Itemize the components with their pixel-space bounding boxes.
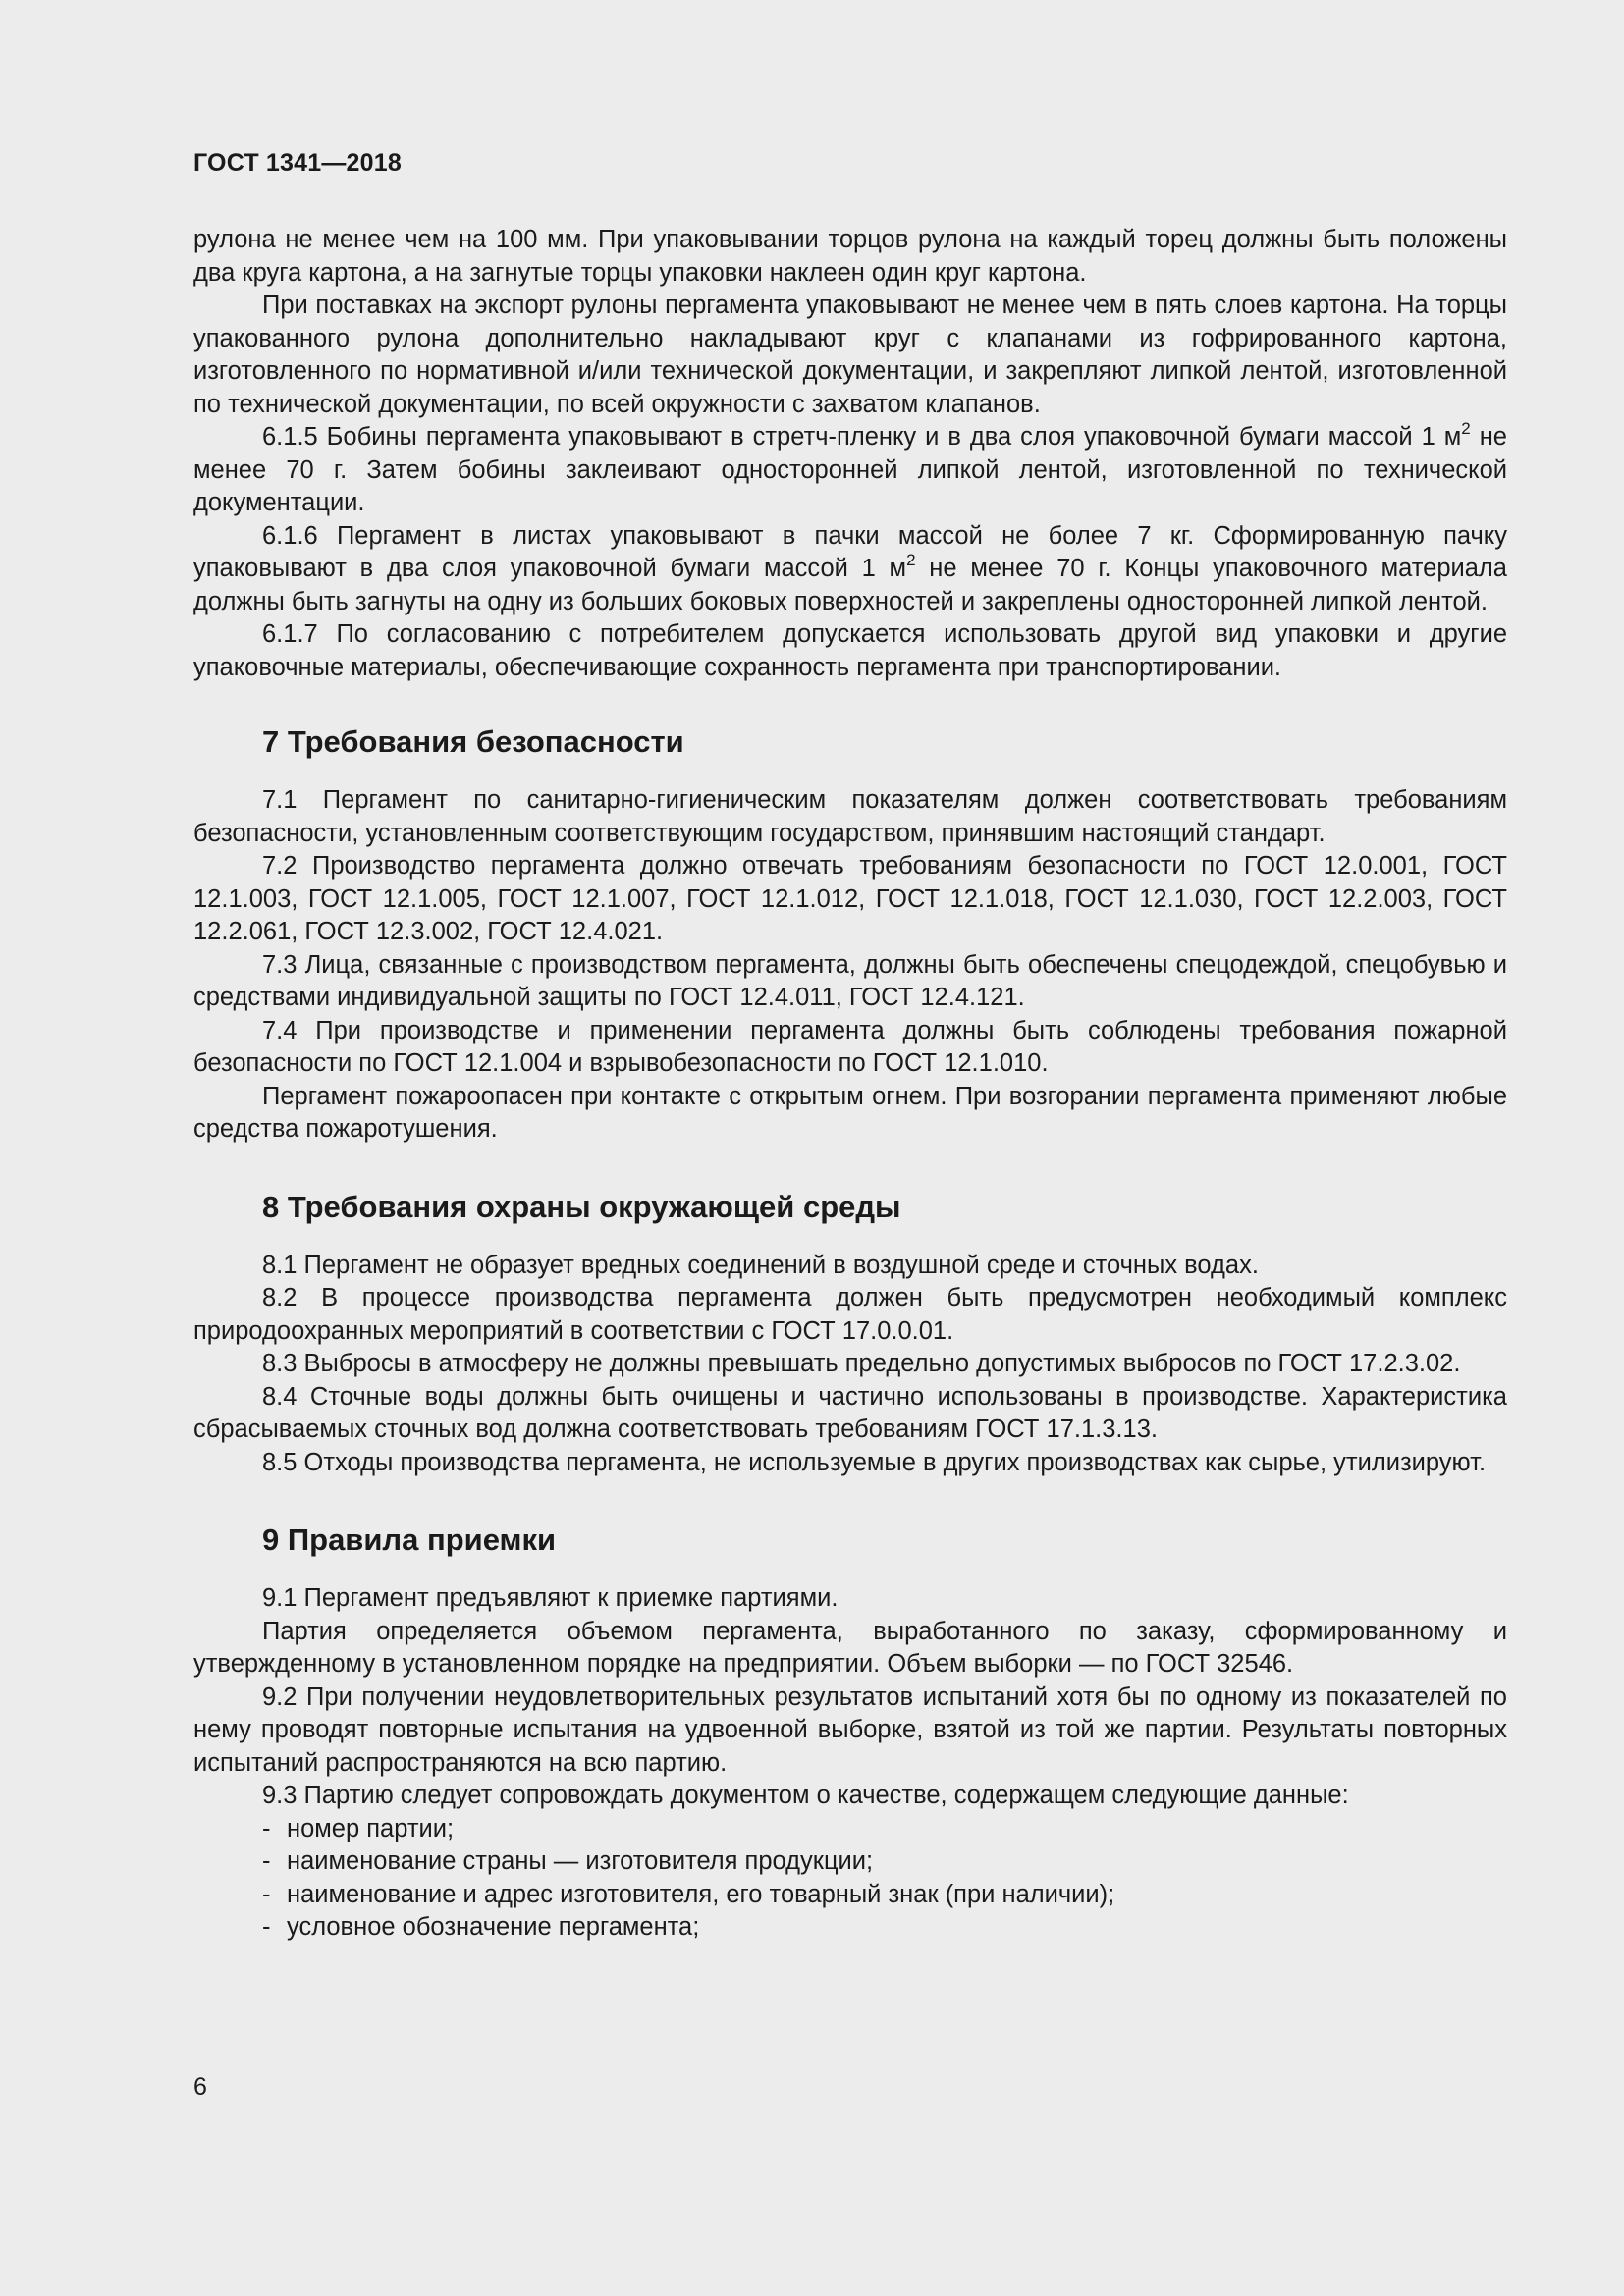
paragraph-8-5: 8.5 Отходы производства пергамента, не используемые в других производствах как сырье, утилизируют. xyxy=(262,1448,1487,1476)
paragraph-6-1-5 xyxy=(193,421,1507,520)
list-dash: - xyxy=(262,1913,271,1941)
list-item-text: наименование страны — изготовителя продукции; xyxy=(287,1847,874,1875)
list-item xyxy=(193,1911,1507,1945)
paragraph-continuation: рулона не менее чем на 100 мм. При упаковывании торцов рулона на каждый торец должны быть положены два круга картона, а на загнутые торцы упаковки наклеен один круг картона. xyxy=(193,226,1507,287)
list-item xyxy=(193,1845,1507,1879)
list-dash: - xyxy=(262,1847,271,1875)
paragraph-8-2: 8.2 В процессе производства пергамента должен быть предусмотрен необходимый комплекс природоохранных мероприятий в соответствии с ГОСТ 17.0.0.01. xyxy=(193,1284,1507,1345)
list-item xyxy=(193,1879,1507,1912)
paragraph-9-2: 9.2 При получении неудовлетворительных результатов испытаний хотя бы по одному из показателей по нему проводят повторные испытания на удвоенной выборке, взятой из той же партии. Результаты повторных испытаний распространяются на всю партию. xyxy=(193,1682,1507,1777)
paragraph-9-3: 9.3 Партию следует сопровождать документом о качестве, содержащем следующие данные: xyxy=(262,1782,1349,1809)
paragraph-9-batch: Партия определяется объемом пергамента, выработанного по заказу, сформированному и утвержденному в установленном порядке на предприятии. Объем выборки — по ГОСТ 32546. xyxy=(193,1617,1507,1678)
list-item-text: наименование и адрес изготовителя, его товарный знак (при наличии); xyxy=(287,1880,1115,1908)
paragraph-6-1-6 xyxy=(193,520,1507,619)
document-body xyxy=(193,224,1507,1945)
paragraph-6-1-7: 6.1.7 По согласованию с потребителем допускается использовать другой вид упаковки и другие упаковочные материалы, обеспечивающие сохранность пергамента при транспортировании. xyxy=(193,620,1507,681)
section-9-heading: 9 Правила приемки xyxy=(262,1522,557,1557)
superscript-square: 2 xyxy=(1461,419,1471,438)
document-header: ГОСТ 1341—2018 xyxy=(193,149,402,177)
paragraph-6-1-5-part-a: 6.1.5 Бобины пергамента упаковывают в стретч-пленку и в два слоя упаковочной бумаги массой 1 м xyxy=(262,423,1462,451)
superscript-square: 2 xyxy=(906,551,916,569)
paragraph-7-2: 7.2 Производство пергамента должно отвечать требованиям безопасности по ГОСТ 12.0.001, ГОСТ 12.1.003, ГОСТ 12.1.005, ГОСТ 12.1.007, ГОСТ 12.1.012, ГОСТ 12.1.018, ГОСТ 12.1.030, ГОСТ 12.2.003, ГОСТ 12.2.061, ГОСТ 12.3.002, ГОСТ 12.4.021. xyxy=(193,852,1507,945)
list-item xyxy=(193,1813,1507,1846)
paragraph-7-1: 7.1 Пергамент по санитарно-гигиеническим показателям должен соответствовать требованиям безопасности, установленным соответствующим государством, принявшим настоящий стандарт. xyxy=(193,786,1507,847)
paragraph-8-1: 8.1 Пергамент не образует вредных соединений в воздушной среде и сточных водах. xyxy=(262,1251,1259,1279)
paragraph-6-1-6-part-b: не менее 70 г. Концы упаковочного материала должны быть загнуты на одну из больших боковых поверхностей и закреплены односторонней липкой лентой. xyxy=(193,555,1507,615)
paragraph-8-3: 8.3 Выбросы в атмосферу не должны превышать предельно допустимых выбросов по ГОСТ 17.2.3.02. xyxy=(262,1350,1461,1377)
paragraph-7-4: 7.4 При производстве и применении пергамента должны быть соблюдены требования пожарной безопасности по ГОСТ 12.1.004 и взрывобезопасности по ГОСТ 12.1.010. xyxy=(193,1016,1507,1077)
list-item-text: номер партии; xyxy=(287,1814,455,1842)
section-8-heading: 8 Требования охраны окружающей среды xyxy=(262,1189,901,1224)
page-number: 6 xyxy=(193,2073,207,2101)
paragraph-7-fire: Пергамент пожароопасен при контакте с открытым огнем. При возгорании пергамента применяют любые средства пожаротушения. xyxy=(193,1082,1507,1143)
list-dash: - xyxy=(262,1814,271,1842)
paragraph-6-1-5-part-b: не менее 70 г. Затем бобины заклеивают односторонней липкой лентой, изготовленной по технической документации. xyxy=(193,423,1507,516)
section-7-heading: 7 Требования безопасности xyxy=(262,724,684,759)
list-dash: - xyxy=(262,1880,271,1908)
paragraph-9-1: 9.1 Пергамент предъявляют к приемке партиями. xyxy=(262,1584,839,1612)
paragraph-8-4: 8.4 Сточные воды должны быть очищены и частично использованы в производстве. Характеристика сбрасываемых сточных вод должна соответствовать требованиям ГОСТ 17.1.3.13. xyxy=(193,1382,1507,1443)
paragraph-export-packaging: При поставках на экспорт рулоны пергамента упаковывают не менее чем в пять слоев картона. На торцы упакованного рулона дополнительно накладывают круг с клапанами из гофрированного картона, изготовленного по нормативной и/или технической документации, и закрепляют липкой лентой, изготовленной по технической документации, по всей окружности с захватом клапанов. xyxy=(193,292,1507,418)
paragraph-6-1-6-part-a: 6.1.6 Пергамент в листах упаковывают в пачки массой не более 7 кг. Сформированную пачку упаковывают в два слоя упаковочной бумаги массой 1 м xyxy=(193,521,1507,582)
paragraph-7-3: 7.3 Лица, связанные с производством пергамента, должны быть обеспечены спецодеждой, спецобувью и средствами индивидуальной защиты по ГОСТ 12.4.011, ГОСТ 12.4.121. xyxy=(193,950,1507,1011)
list-item-text: условное обозначение пергамента; xyxy=(287,1913,700,1941)
